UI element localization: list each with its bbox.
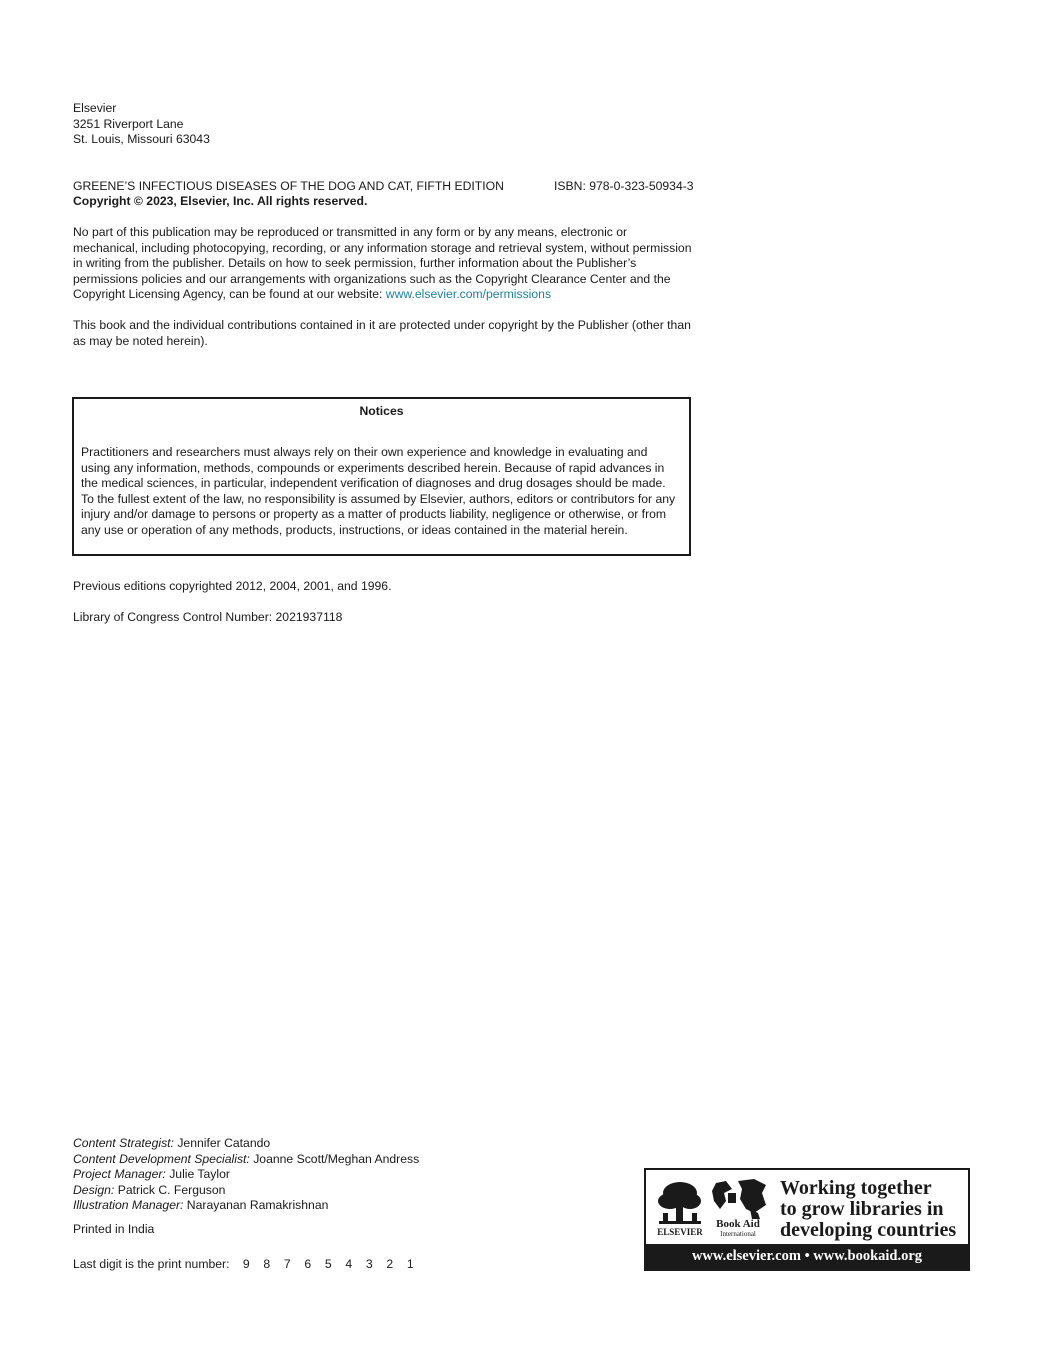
credit-role: Project Manager: bbox=[73, 1167, 166, 1181]
elsevier-wordmark: ELSEVIER bbox=[657, 1227, 703, 1237]
credit-role: Design: bbox=[73, 1182, 115, 1197]
bookaid-subtitle: International bbox=[720, 1230, 756, 1238]
copyright-line: Copyright © 2023, Elsevier, Inc. All rights reserved. bbox=[73, 194, 368, 208]
print-digit: 3 bbox=[365, 1257, 373, 1271]
print-number-line bbox=[73, 1257, 427, 1273]
credit-name: Patrick C. Ferguson bbox=[114, 1182, 226, 1197]
print-digit: 8 bbox=[263, 1257, 271, 1271]
credit-name: Julie Taylor bbox=[165, 1167, 230, 1181]
previous-editions: Previous editions copyrighted 2012, 2004, 2001, and 1996. bbox=[73, 579, 392, 593]
print-digit: 5 bbox=[324, 1257, 332, 1271]
isbn: ISBN: 978-0-323-50934-3 bbox=[554, 179, 694, 193]
credit-role: Illustration Manager: bbox=[73, 1198, 184, 1212]
print-digit: 1 bbox=[406, 1257, 414, 1271]
print-digit: 6 bbox=[304, 1257, 312, 1271]
tagline-line: developing countries bbox=[780, 1219, 957, 1241]
elsevier-bookaid-logo bbox=[644, 1168, 970, 1271]
credit-line bbox=[73, 1183, 419, 1199]
print-digit: 2 bbox=[386, 1257, 394, 1271]
notices-title: Notices bbox=[359, 404, 404, 418]
tree-and-map-logo-icon bbox=[654, 1179, 778, 1241]
logo-tagline bbox=[780, 1178, 956, 1241]
book-title: GREENE’S INFECTIOUS DISEASES OF THE DOG AND CAT, FIFTH EDITION bbox=[73, 179, 504, 193]
print-digits bbox=[243, 1257, 428, 1271]
credit-line bbox=[73, 1198, 419, 1214]
permissions-link[interactable]: www.elsevier.com/permissions bbox=[385, 287, 552, 301]
credit-line bbox=[73, 1167, 419, 1183]
credit-line bbox=[73, 1136, 419, 1152]
credit-name: Joanne Scott/Meghan Andress bbox=[249, 1151, 420, 1166]
print-number-label: Last digit is the print number: bbox=[73, 1257, 230, 1271]
printed-in: Printed in India bbox=[73, 1222, 155, 1236]
notices-body: Practitioners and researchers must always rely on their own experience and knowledge in evaluating and using any information, methods, compounds or experiments described herein. Because of rapid advances in the medical sciences, in particular, independent verification of diagnoses and drug dosages should be made. To the fullest extent of the law, no responsibility is assumed by Elsevier, authors, editors or contributors for any injury and/or damage to persons or property as a matter of products liability, negligence or otherwise, or from any use or operation of any methods, products, instructions, or ideas contained in the material herein. bbox=[81, 445, 676, 537]
notices-box bbox=[72, 397, 691, 556]
publisher-address bbox=[73, 101, 210, 148]
tagline-line: Working together bbox=[780, 1177, 932, 1199]
rights-text: No part of this publication may be reproduced or transmitted in any form or by any means, electronic or mechanical, including photocopying, recording, or any information storage and retrieval system, without permission in writing from the publisher. Details on how to seek permission, further information about the Publisher’s permissions policies and our arrangements with organizations such as the Copyright Clearance Center and the Copyright Licensing Agency, can be found at our website: bbox=[73, 225, 692, 301]
rights-paragraph bbox=[73, 225, 693, 303]
protected-paragraph: This book and the individual contributions contained in it are protected under copyright by the Publisher (other than as may be noted herein). bbox=[73, 318, 691, 348]
print-digit: 4 bbox=[345, 1257, 353, 1271]
credit-role: Content Strategist: bbox=[73, 1136, 174, 1150]
lccn: Library of Congress Control Number: 2021937118 bbox=[73, 610, 343, 624]
publisher-street: 3251 Riverport Lane bbox=[73, 116, 184, 131]
print-digit: 9 bbox=[242, 1257, 250, 1271]
publisher-city: St. Louis, Missouri 63043 bbox=[73, 132, 210, 146]
credit-role: Content Development Specialist: bbox=[73, 1151, 250, 1166]
publisher-name: Elsevier bbox=[73, 101, 117, 115]
credit-line bbox=[73, 1152, 419, 1168]
tagline-line: to grow libraries in bbox=[780, 1198, 944, 1220]
credit-name: Jennifer Catando bbox=[173, 1136, 271, 1150]
credits bbox=[73, 1136, 419, 1214]
bookaid-wordmark: Book Aid bbox=[716, 1218, 760, 1230]
print-digit: 7 bbox=[283, 1257, 291, 1271]
logo-footer-urls: www.elsevier.com • www.bookaid.org bbox=[646, 1244, 968, 1269]
credit-name: Narayanan Ramakrishnan bbox=[183, 1198, 329, 1212]
